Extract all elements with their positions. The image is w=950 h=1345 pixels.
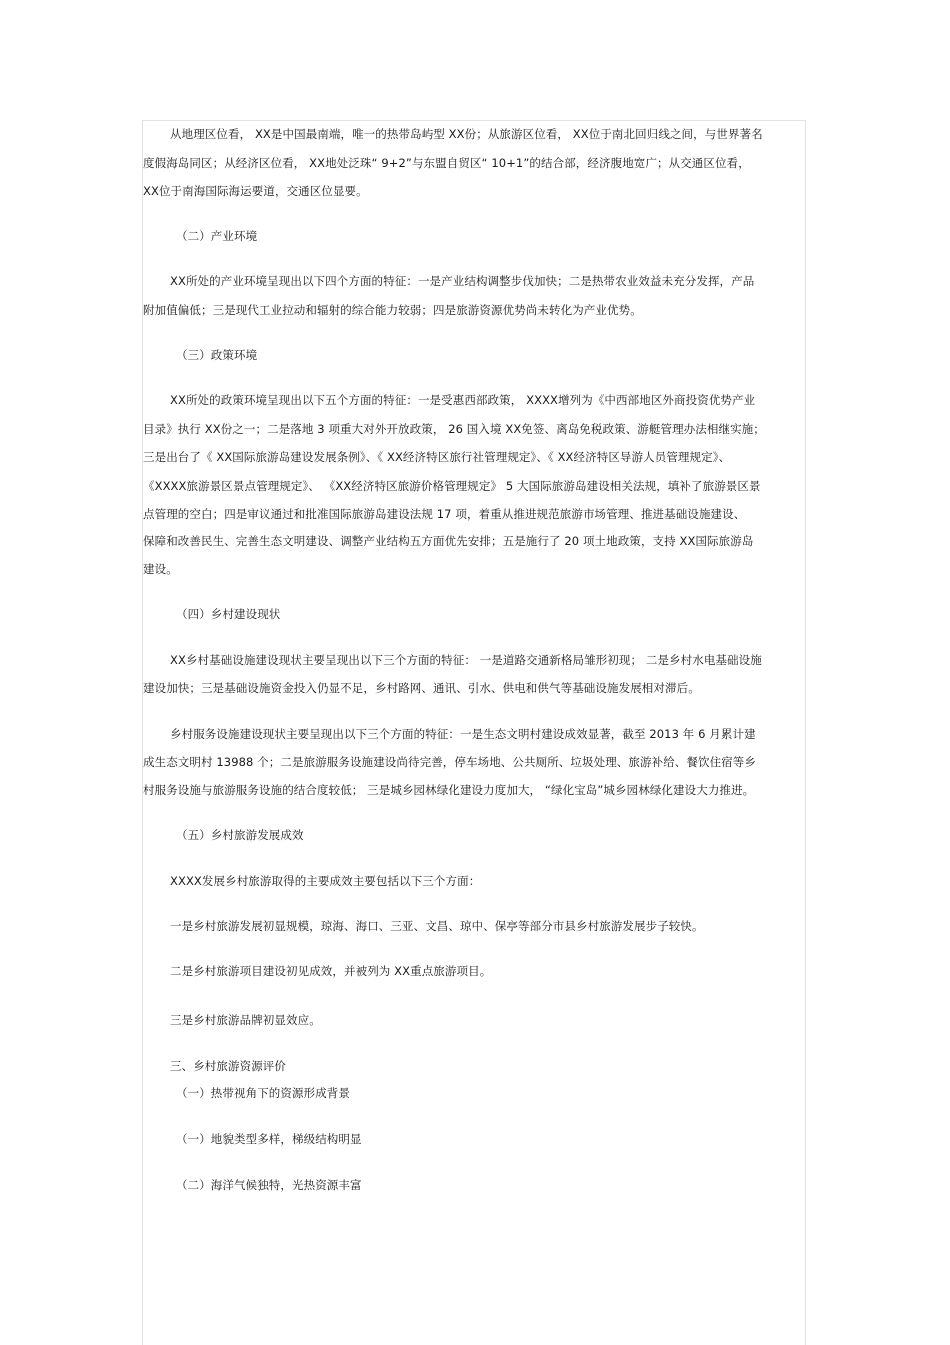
text-line: （一）地貌类型多样，梯级结构明显 bbox=[176, 1132, 362, 1146]
text-line: 《XXXX旅游景区景点管理规定》、 《XX经济特区旅游价格管理规定》 5 大国际旅游岛建设相关法规，填补了旅游景区景 bbox=[143, 479, 761, 493]
text-line: 村服务设施与旅游服务设施的结合度较低； 三是城乡园林绿化建设力度加大， “绿化宝岛”城乡园林绿化建设大力推进。 bbox=[143, 783, 755, 797]
text-line: （一）热带视角下的资源形成背景 bbox=[176, 1086, 350, 1100]
text-line: XX所处的政策环境呈现出以下五个方面的特征：一是受惠西部政策， XXXX增列为《中西部地区外商投资优势产业 bbox=[170, 393, 756, 407]
text-line: 三是乡村旅游品牌初显效应。 bbox=[170, 1013, 321, 1027]
text-line: （五）乡村旅游发展成效 bbox=[176, 828, 304, 842]
text-line: 一是乡村旅游发展初显规模，琼海、海口、三亚、文昌、琼中、保亭等部分市县乡村旅游发展步子较快。 bbox=[170, 919, 704, 933]
text-line: （四）乡村建设现状 bbox=[176, 607, 281, 621]
text-line: 乡村服务设施建设现状主要呈现出以下三个方面的特征：一是生态文明村建设成效显著，截至 2013 年 6 月累计建 bbox=[170, 727, 756, 741]
text-line: 附加值偏低；三是现代工业拉动和辐射的综合能力较弱；四是旅游资源优势尚未转化为产业优势。 bbox=[143, 303, 642, 317]
text-line: （二）产业环境 bbox=[176, 229, 258, 243]
text-line: 建设加快；三是基础设施资金投入仍显不足，乡村路网、通讯、引水、供电和供气等基础设施发展相对滞后。 bbox=[143, 681, 700, 695]
text-line: 目录》执行 XX份之一；二是落地 3 项重大对外开放政策， 26 国入境 XX免签、离岛免税政策、游艇管理办法相继实施； bbox=[143, 422, 765, 436]
text-line: （二）海洋气候独特，光热资源丰富 bbox=[176, 1178, 362, 1192]
text-line: 点管理的空白；四是审议通过和批准国际旅游岛建设法规 17 项，着重从推进规范旅游市场管理、推进基础设施建设、 bbox=[143, 507, 746, 521]
text-line: 成生态文明村 13988 个；二是旅游服务设施建设尚待完善，停车场地、公共厕所、垃圾处理、旅游补给、餐饮住宿等乡 bbox=[143, 755, 756, 769]
text-line: 三、乡村旅游资源评价 bbox=[170, 1059, 286, 1073]
text-line: XX所处的产业环境呈现出以下四个方面的特征：一是产业结构调整步伐加快；二是热带农业效益未充分发挥，产品 bbox=[170, 274, 755, 288]
text-line: 二是乡村旅游项目建设初见成效，并被列为 XX重点旅游项目。 bbox=[170, 964, 492, 978]
text-line: 从地理区位看， XX是中国最南端，唯一的热带岛屿型 XX份；从旅游区位看， XX位于南北回归线之间，与世界著名 bbox=[170, 127, 763, 141]
text-line: 保障和改善民生、完善生态文明建设、调整产业结构五方面优先安排；五是施行了 20 项土地政策，支持 XX国际旅游岛 bbox=[143, 534, 754, 548]
text-line: （三）政策环境 bbox=[176, 348, 258, 362]
text-line: XXXX发展乡村旅游取得的主要成效主要包括以下三个方面： bbox=[170, 874, 481, 888]
text-line: XX位于南海国际海运要道，交通区位显要。 bbox=[143, 184, 368, 198]
text-line: 度假海岛同区；从经济区位看， XX地处泛珠“ 9+2”与东盟自贸区“ 10+1”的结合部，经济腹地宽广；从交通区位看， bbox=[143, 156, 750, 170]
text-line: 建设。 bbox=[143, 562, 178, 576]
text-line: XX乡村基础设施建设现状主要呈现出以下三个方面的特征： 一是道路交通新格局雏形初现； 二是乡村水电基础设施 bbox=[170, 653, 762, 667]
text-line: 三是出台了《 XX国际旅游岛建设发展条例》、《 XX经济特区旅行社管理规定》、《 XX经济特区导游人员管理规定》、 bbox=[143, 450, 731, 464]
